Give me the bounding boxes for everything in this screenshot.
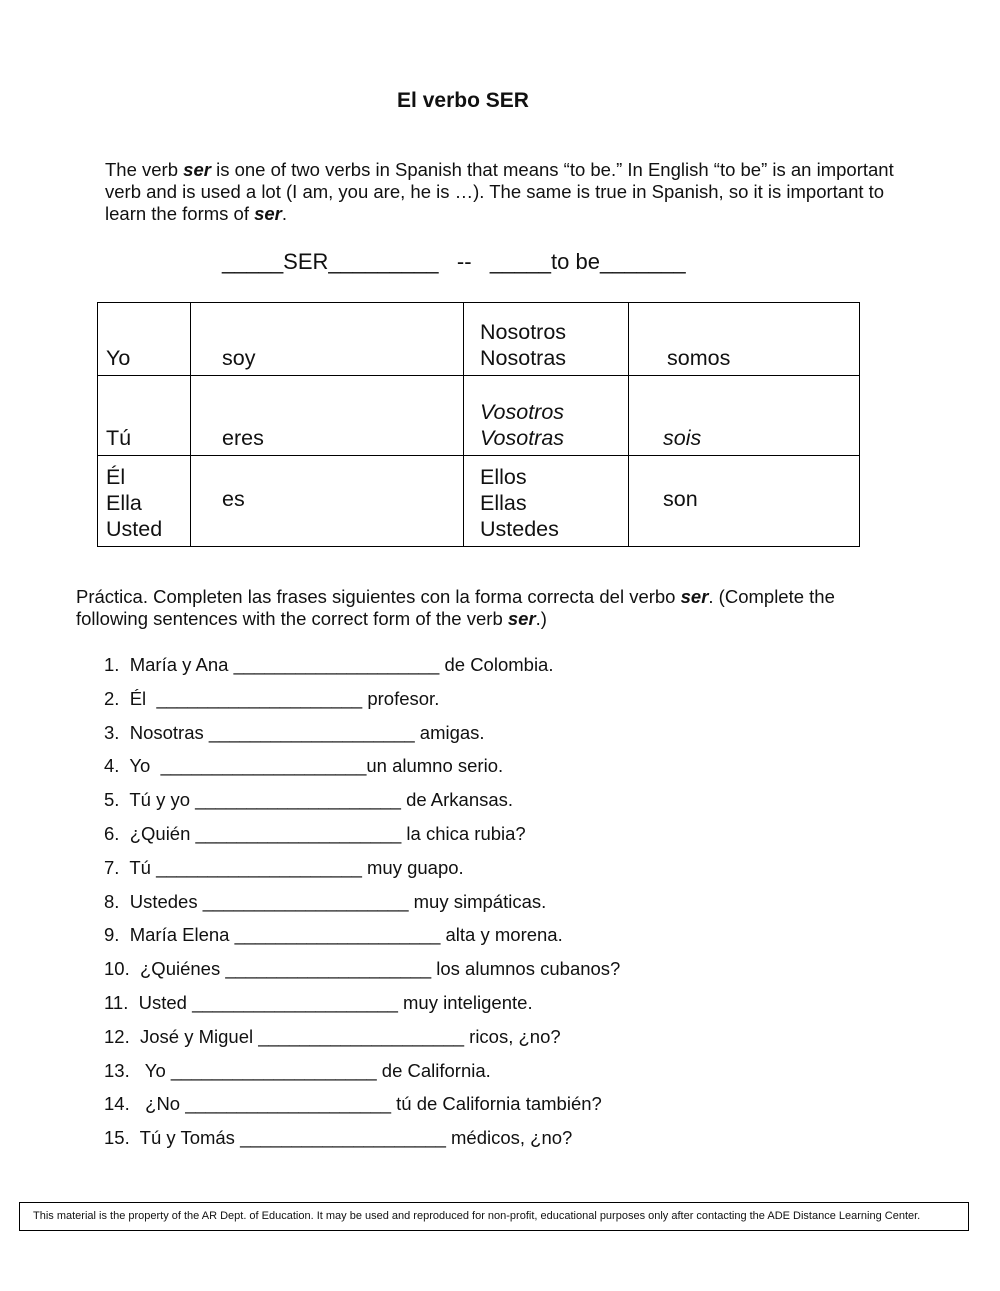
verb-singular: eres — [191, 376, 464, 456]
list-item: 7. Tú ____________________ muy guapo. — [104, 856, 464, 878]
sentence-list — [104, 654, 620, 1161]
list-item: 9. María Elena ____________________ alta y morena. — [104, 924, 563, 946]
verb-singular: soy — [191, 303, 464, 376]
practice-instructions — [76, 586, 896, 630]
verb-singular: es — [191, 456, 464, 547]
intro-paragraph — [105, 159, 905, 225]
list-item: 10. ¿Quiénes ____________________ los alumnos cubanos? — [104, 958, 621, 980]
subject-plural: Ellos Ellas Ustedes — [464, 456, 629, 547]
practice-ser-1: ser — [680, 586, 709, 607]
page-title: El verbo SER — [397, 89, 529, 112]
subject-singular: Yo — [98, 303, 191, 376]
list-item: 8. Ustedes ____________________ muy simpáticas. — [104, 890, 547, 912]
subject-singular: Tú — [98, 376, 191, 456]
practice-ser-2: ser — [507, 608, 536, 629]
subject-plural: Vosotros Vosotras — [464, 376, 629, 456]
table-row — [98, 303, 860, 376]
verb-plural: sois — [629, 376, 860, 456]
intro-ser-1: ser — [183, 159, 211, 180]
verb-heading-line: _____SER_________ -- _____to be_______ — [222, 249, 686, 274]
list-item: 15. Tú y Tomás ____________________ médicos, ¿no? — [104, 1127, 573, 1149]
intro-text-1: The verb — [105, 159, 184, 180]
list-item: 4. Yo ____________________un alumno serio. — [104, 755, 504, 777]
practice-text-3: .) — [535, 608, 547, 629]
practice-text-2: . (Complete the following sentences with the correct form of the verb — [76, 586, 835, 629]
list-item: 1. María y Ana ____________________ de Colombia. — [104, 654, 554, 675]
table-row — [98, 456, 860, 547]
intro-text-2: is one of two verbs in Spanish that means “to be.” In English “to be” is an important verb and is used a lot (I am, you are, he is …). The same is true in Spanish, so it is important to learn the forms of — [105, 159, 894, 224]
list-item: 14. ¿No ____________________ tú de California también? — [104, 1093, 602, 1115]
subject-plural: Nosotros Nosotras — [464, 303, 629, 376]
intro-text-3: . — [281, 203, 288, 224]
intro-ser-2: ser — [254, 203, 282, 224]
conjugation-table — [97, 302, 860, 547]
list-item: 6. ¿Quién ____________________ la chica rubia? — [104, 822, 526, 844]
verb-plural: son — [629, 456, 860, 547]
list-item: 3. Nosotras ____________________ amigas. — [104, 721, 485, 743]
subject-singular: Él Ella Usted — [98, 456, 191, 547]
list-item: 11. Usted ____________________ muy inteligente. — [104, 991, 533, 1013]
verb-plural: somos — [629, 303, 860, 376]
list-item: 5. Tú y yo ____________________ de Arkansas. — [104, 789, 514, 811]
list-item: 2. Él ____________________ profesor. — [104, 687, 440, 709]
list-item: 13. Yo ____________________ de California. — [104, 1059, 491, 1081]
table-row — [98, 376, 860, 456]
practice-text-1: Práctica. Completen las frases siguientes con la forma correcta del verbo — [76, 586, 681, 607]
copyright-footer: This material is the property of the AR Dept. of Education. It may be used and reproduced for non-profit, educational purposes only after contacting the ADE Distance Learning Center. — [19, 1202, 969, 1231]
list-item: 12. José y Miguel ____________________ ricos, ¿no? — [104, 1025, 561, 1047]
